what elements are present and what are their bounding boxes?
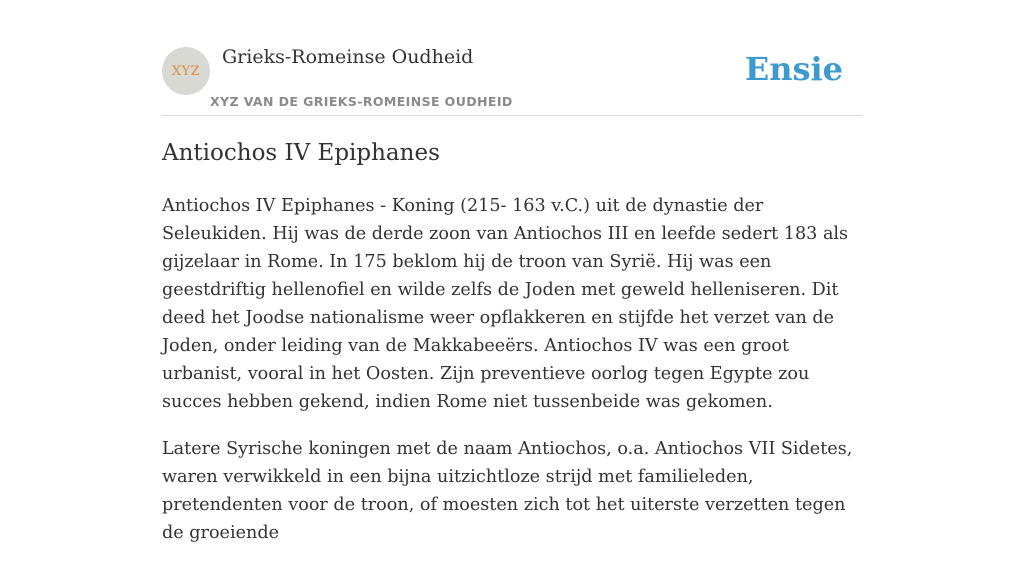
publication-avatar[interactable]: XYZ: [162, 47, 210, 95]
page-container: [162, 0, 862, 543]
brand-logo[interactable]: Ensie: [744, 50, 843, 88]
article-paragraph: Latere Syrische koningen met de naam Antiochos, o.a. Antiochos VII Sidetes, waren verwikkeld in een bijna uitzichtloze strijd met familieleden, pretendenten voor de troon, of moesten zich tot het uiterste verzetten tegen de groeiende: [162, 439, 853, 543]
article-title: Antiochos IV Epiphanes: [162, 140, 440, 166]
publication-subtitle[interactable]: XYZ VAN DE GRIEKS-ROMEINSE OUDHEID: [210, 94, 513, 109]
publication-header: [162, 0, 862, 116]
publication-title[interactable]: Grieks-Romeinse Oudheid: [222, 46, 474, 68]
article-paragraph: Antiochos IV Epiphanes - Koning (215- 163 v.C.) uit de dynastie der Seleukiden. Hij was de derde zoon van Antiochos III en leefde sedert 183 als gijzelaar in Rome. In 175 beklom hij de troon van Syrië. Hij was een geestdriftig hellenofiel en wilde zelfs de Joden met geweld helleniseren. Dit deed het Joodse nationalisme weer opflakkeren en stijfde het verzet van de Joden, onder leiding van de Makkabeeërs. Antiochos IV was een groot urbanist, vooral in het Oosten. Zijn preventieve oorlog tegen Egypte zou succes hebben gekend, indien Rome niet tussenbeide was gekomen.: [162, 196, 849, 412]
article-body: [162, 192, 867, 566]
